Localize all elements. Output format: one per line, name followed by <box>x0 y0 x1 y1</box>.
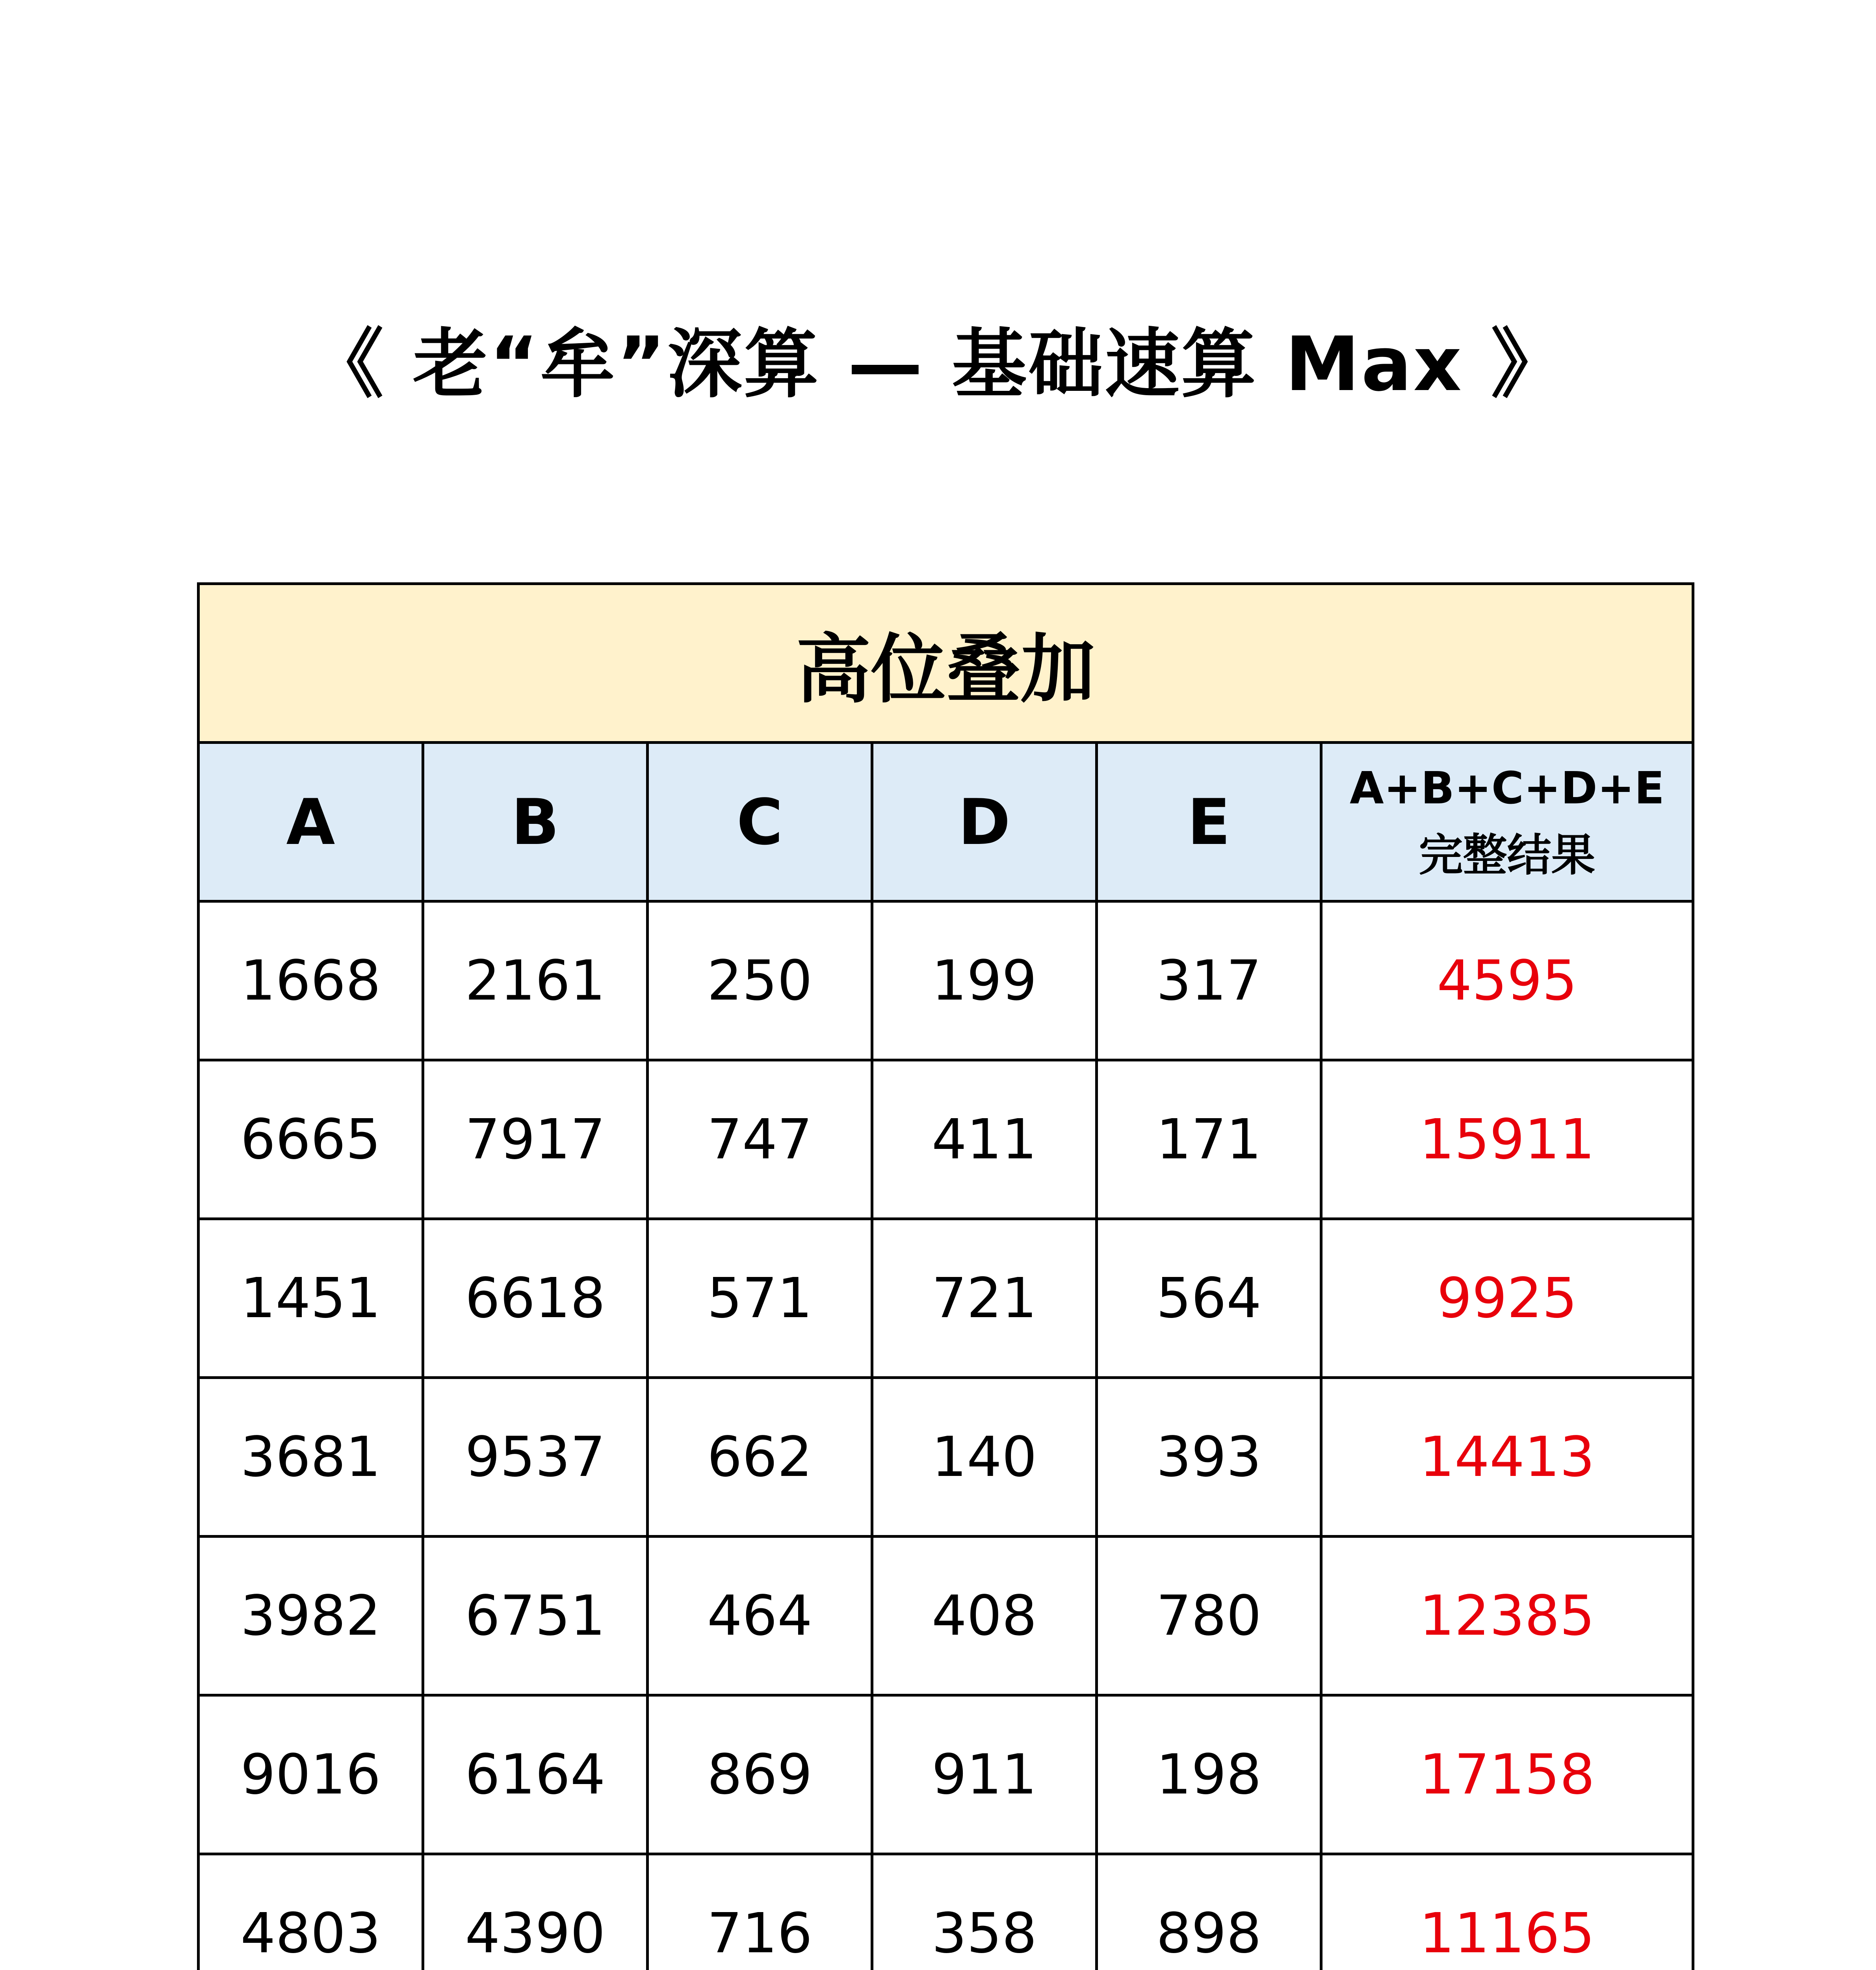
page-title: 《 老“牟”深算 — 基础速算 Max 》 <box>308 321 1568 408</box>
table-row <box>199 1854 1693 1970</box>
cell-b: 6618 <box>423 1219 648 1378</box>
sum-header-label: 完整结果 <box>1419 830 1596 881</box>
cell-c: 662 <box>648 1378 872 1537</box>
cell-a: 9016 <box>199 1695 423 1854</box>
cell-a: 6665 <box>199 1060 423 1219</box>
cell-c: 464 <box>648 1537 872 1695</box>
cell-d: 140 <box>872 1378 1097 1537</box>
cell-d: 408 <box>872 1537 1097 1695</box>
cell-c: 716 <box>648 1854 872 1970</box>
cell-result: 12385 <box>1321 1537 1693 1695</box>
table-header-row <box>199 743 1693 901</box>
cell-c: 250 <box>648 901 872 1060</box>
cell-d: 911 <box>872 1695 1097 1854</box>
cell-a: 1668 <box>199 901 423 1060</box>
cell-e: 171 <box>1097 1060 1321 1219</box>
table-caption: 高位叠加 <box>199 584 1693 743</box>
table-body <box>199 901 1693 1970</box>
column-header-e: E <box>1097 743 1321 901</box>
column-header-a: A <box>199 743 423 901</box>
cell-e: 898 <box>1097 1854 1321 1970</box>
cell-b: 4390 <box>423 1854 648 1970</box>
cell-result: 15911 <box>1321 1060 1693 1219</box>
column-header-c: C <box>648 743 872 901</box>
cell-b: 6164 <box>423 1695 648 1854</box>
table-caption-row <box>199 584 1693 743</box>
cell-result: 17158 <box>1321 1695 1693 1854</box>
cell-c: 869 <box>648 1695 872 1854</box>
cell-a: 4803 <box>199 1854 423 1970</box>
cell-d: 358 <box>872 1854 1097 1970</box>
cell-d: 199 <box>872 901 1097 1060</box>
column-header-b: B <box>423 743 648 901</box>
cell-d: 411 <box>872 1060 1097 1219</box>
table-row <box>199 1378 1693 1537</box>
column-header-d: D <box>872 743 1097 901</box>
cell-c: 747 <box>648 1060 872 1219</box>
table-row <box>199 1695 1693 1854</box>
cell-e: 317 <box>1097 901 1321 1060</box>
addition-table <box>197 582 1694 1970</box>
cell-e: 393 <box>1097 1378 1321 1537</box>
cell-b: 7917 <box>423 1060 648 1219</box>
sum-header-formula: A+B+C+D+E <box>1349 763 1665 814</box>
cell-result: 9925 <box>1321 1219 1693 1378</box>
cell-b: 9537 <box>423 1378 648 1537</box>
table-row <box>199 1537 1693 1695</box>
cell-a: 3982 <box>199 1537 423 1695</box>
cell-c: 571 <box>648 1219 872 1378</box>
cell-e: 564 <box>1097 1219 1321 1378</box>
cell-result: 11165 <box>1321 1854 1693 1970</box>
cell-a: 1451 <box>199 1219 423 1378</box>
cell-d: 721 <box>872 1219 1097 1378</box>
cell-result: 4595 <box>1321 901 1693 1060</box>
table-row <box>199 1219 1693 1378</box>
table-row <box>199 1060 1693 1219</box>
cell-e: 780 <box>1097 1537 1321 1695</box>
column-header-sum <box>1321 743 1693 901</box>
cell-a: 3681 <box>199 1378 423 1537</box>
cell-b: 2161 <box>423 901 648 1060</box>
cell-b: 6751 <box>423 1537 648 1695</box>
cell-e: 198 <box>1097 1695 1321 1854</box>
table-row <box>199 901 1693 1060</box>
cell-result: 14413 <box>1321 1378 1693 1537</box>
